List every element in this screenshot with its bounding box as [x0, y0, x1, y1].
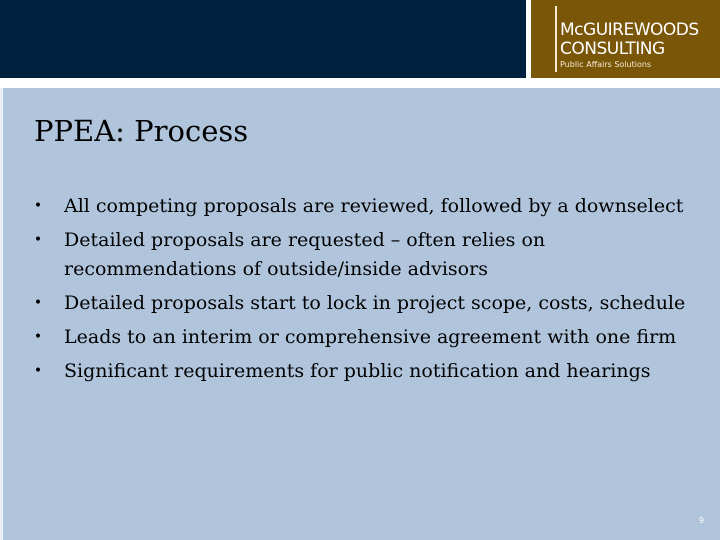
bullet-item — [28, 226, 708, 284]
bullet-text: All competing proposals are reviewed, followed by a downselect — [64, 195, 684, 217]
bullet-icon: • — [33, 198, 43, 214]
bullet-text: Detailed proposals are requested – often relies on recommendations of outside/inside advisors — [64, 229, 546, 280]
logo-text-line1: McGUIREWOODS — [560, 20, 699, 40]
bullet-text: Significant requirements for public notification and hearings — [64, 360, 651, 382]
bullet-icon: • — [33, 232, 43, 248]
bullet-text: Detailed proposals start to lock in project scope, costs, schedule — [64, 292, 686, 314]
content-panel-edge — [0, 88, 3, 540]
bullet-text: Leads to an interim or comprehensive agreement with one firm — [64, 326, 677, 348]
logo-text-line2: CONSULTING — [560, 39, 665, 59]
header-band — [0, 0, 526, 78]
bullet-item — [28, 192, 708, 221]
page-number: 9 — [698, 516, 704, 525]
bullet-icon: • — [33, 295, 43, 311]
bullet-item — [28, 289, 708, 318]
bullet-list — [28, 192, 708, 391]
bullet-item — [28, 323, 708, 352]
slide-title: PPEA: Process — [34, 114, 249, 148]
header-divider — [0, 78, 720, 88]
bullet-icon: • — [33, 329, 43, 345]
bullet-icon: • — [33, 363, 43, 379]
logo-tagline: Public Affairs Solutions — [560, 60, 652, 69]
logo-divider — [555, 6, 557, 72]
bullet-item — [28, 357, 708, 386]
